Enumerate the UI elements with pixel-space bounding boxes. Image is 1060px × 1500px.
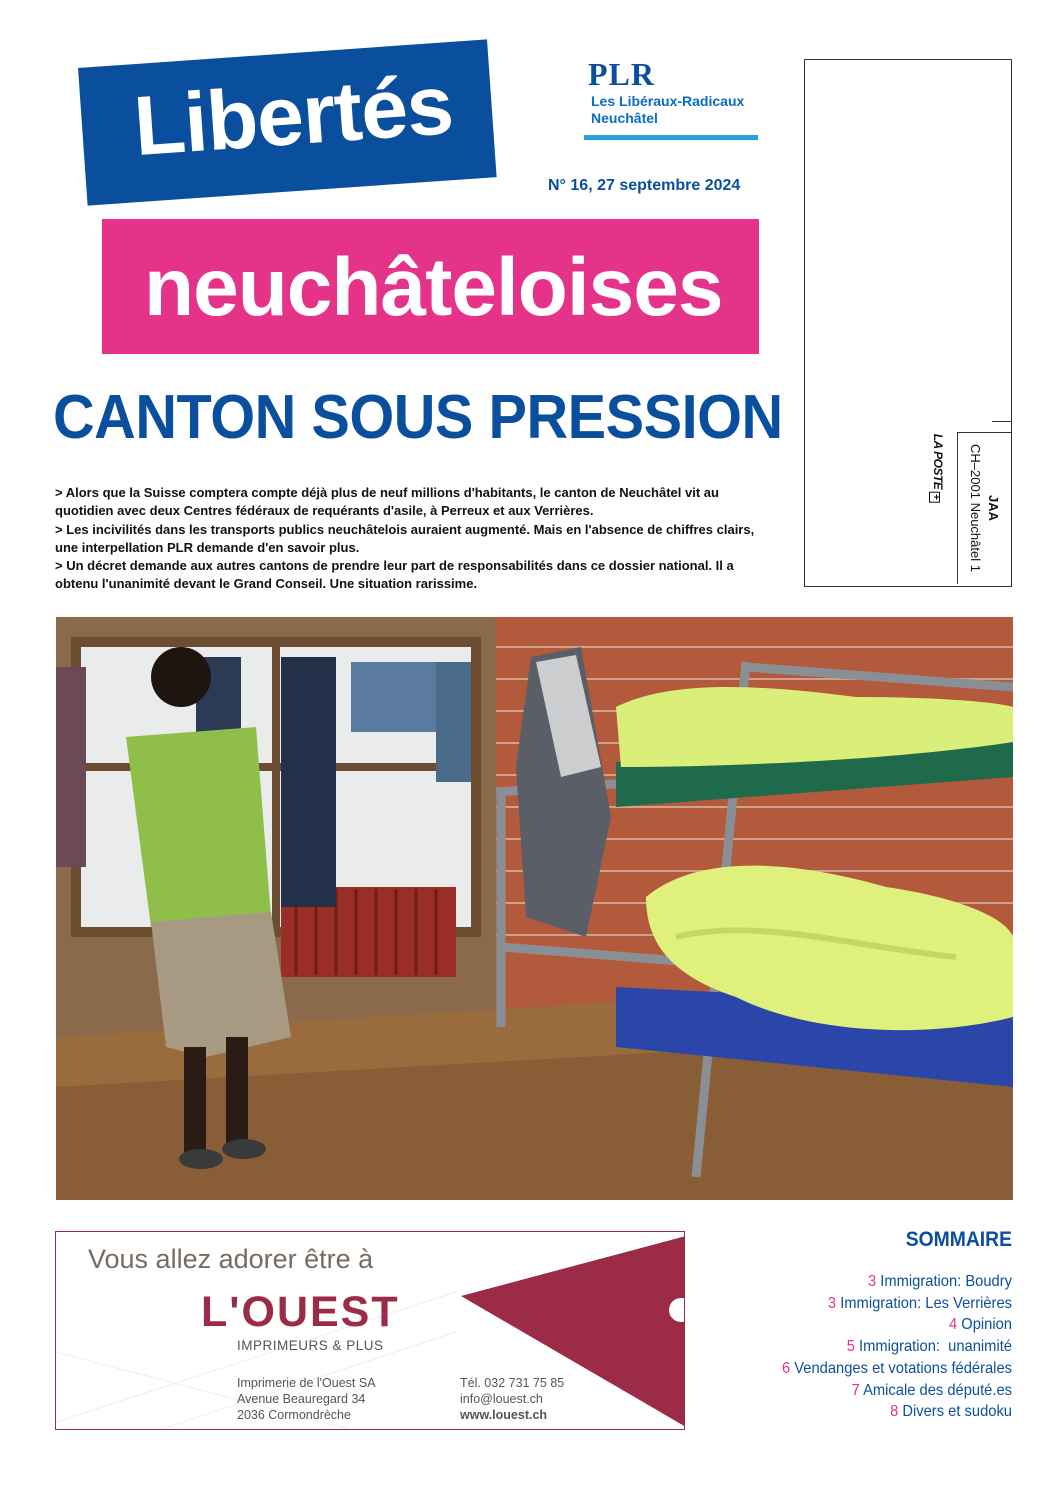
masthead-title-line2: neuchâteloises [144, 242, 723, 333]
toc-label: Opinion [961, 1316, 1012, 1334]
party-section: Neuchâtel [591, 110, 658, 126]
headline: CANTON SOUS PRESSION [53, 383, 783, 452]
masthead-title-block-1 [78, 39, 497, 205]
jaa-label: JAA [986, 494, 1001, 522]
postal-mark [966, 444, 1002, 572]
toc-item[interactable] [736, 1293, 1012, 1315]
dormitory-photo-illustration [56, 617, 1013, 1200]
party-acronym: PLR [588, 56, 655, 92]
intro-paragraph: > Alors que la Suisse comptera compte déjà plus de neuf millions d'habitants, le canton de Neuchâtel vit au quotidien avec deux Centres fédéraux de requérants d'asile, à Perreux et aux Verrières. [55, 485, 719, 519]
toc-label: Amicale des député.es [863, 1381, 1012, 1399]
toc-label: Divers et sudoku [902, 1403, 1012, 1421]
ad-address-line: 2036 Cormondrèche [237, 1408, 351, 1422]
la-poste-label: LA POSTE [931, 433, 945, 490]
intro-paragraph: > Un décret demande aux autres cantons de prendre leur part de responsabilités dans ce dossier national. Il a obtenu l'unanimité devant le Grand Conseil. Une situation rarissime. [55, 558, 734, 592]
logo-underline [584, 135, 758, 140]
masthead-title-block-2 [102, 219, 759, 354]
ad-address-line: Imprimerie de l'Ouest SA [237, 1376, 376, 1390]
masthead-title-line1: Libertés [130, 57, 456, 174]
toc-page-number: 7 [851, 1381, 860, 1399]
intro-text [55, 484, 775, 594]
party-logo [588, 56, 758, 140]
ad-email[interactable]: info@louest.ch [460, 1392, 543, 1406]
table-of-contents [712, 1228, 1012, 1423]
ad-contact [460, 1375, 564, 1423]
party-name: Les Libéraux-Radicaux [591, 93, 745, 109]
toc-item[interactable] [736, 1380, 1012, 1402]
ad-brand-subtitle: IMPRIMEURS & PLUS [237, 1338, 384, 1353]
toc-item[interactable] [736, 1314, 1012, 1336]
toc-page-number: 6 [782, 1359, 791, 1377]
toc-item[interactable] [736, 1401, 1012, 1423]
ad-phone: Tél. 032 731 75 85 [460, 1376, 565, 1390]
ad-website[interactable]: www.louest.ch [460, 1408, 548, 1422]
issue-info: N° 16, 27 septembre 2024 [548, 177, 741, 194]
toc-label: Immigration: Les Verrières [840, 1294, 1012, 1312]
intro-paragraph: > Les incivilités dans les transports publics neuchâtelois auraient augmenté. Mais en l'absence de chiffres clairs, une interpellation PLR demande d'en savoir plus. [55, 521, 755, 555]
toc-item[interactable] [736, 1271, 1012, 1293]
toc-item[interactable] [736, 1336, 1012, 1358]
la-poste-logo [929, 434, 945, 503]
ad-address-line: Avenue Beauregard 34 [237, 1392, 366, 1406]
toc-item[interactable] [736, 1358, 1012, 1380]
address-panel-divider [992, 421, 1012, 422]
ad-address [237, 1375, 376, 1423]
printer-advertisement [55, 1231, 685, 1430]
cover-photo [56, 617, 1013, 1200]
swiss-cross-icon: + [929, 491, 940, 502]
toc-page-number: 8 [890, 1403, 899, 1421]
toc-label: Immigration: Boudry [880, 1273, 1012, 1290]
toc-page-number: 3 [867, 1273, 877, 1290]
postal-address: CH–2001 Neuchâtel 1 [968, 444, 983, 572]
toc-label: Vendanges et votations fédérales [794, 1359, 1012, 1377]
toc-title: SOMMAIRE [905, 1228, 1012, 1251]
toc-page-number: 5 [846, 1338, 855, 1356]
ad-tagline: Vous allez adorer être à [88, 1244, 374, 1274]
ad-brand-logo: L'OUEST [201, 1288, 400, 1336]
toc-label: Immigration: unanimité [859, 1338, 1012, 1356]
toc-page-number: 4 [948, 1316, 958, 1334]
toc-page-number: 3 [827, 1294, 837, 1312]
